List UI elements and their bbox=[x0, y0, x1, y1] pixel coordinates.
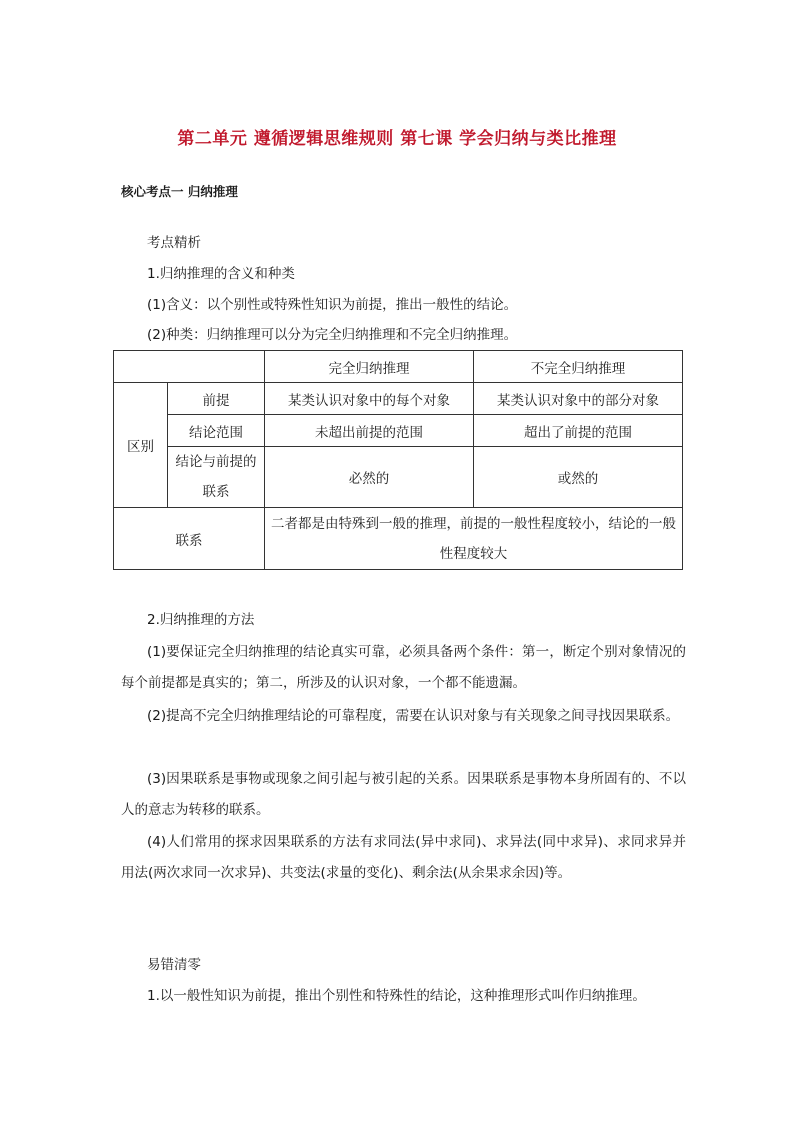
cell-incomplete: 超出了前提的范围 bbox=[474, 415, 683, 447]
cell-complete: 未超出前提的范围 bbox=[265, 415, 474, 447]
table-header-row bbox=[114, 351, 683, 383]
row-label: 结论范围 bbox=[168, 415, 265, 447]
point1-heading: 1.归纳推理的含义和种类 bbox=[147, 266, 295, 282]
method-item-3: (3)因果联系是事物或现象之间引起与被引起的关系。因果联系是事物本身所固有的、不以人的意志为转移的联系。 bbox=[121, 771, 686, 818]
table-corner-cell bbox=[114, 351, 265, 383]
section-heading: 核心考点一 归纳推理 bbox=[121, 184, 238, 199]
method-item-2: (2)提高不完全归纳推理结论的可靠程度，需要在认识对象与有关现象之间寻找因果联系。 bbox=[147, 708, 680, 724]
point1-types: (2)种类：归纳推理可以分为完全归纳推理和不完全归纳推理。 bbox=[147, 327, 518, 343]
table-row bbox=[114, 447, 683, 508]
errors-heading: 易错清零 bbox=[147, 957, 201, 973]
cell-complete: 必然的 bbox=[265, 447, 474, 508]
error-item-1: 1.以一般性知识为前提，推出个别性和特殊性的结论，这种推理形式叫作归纳推理。 bbox=[147, 988, 646, 1004]
point2-heading: 2.归纳推理的方法 bbox=[147, 612, 255, 628]
table-row bbox=[114, 415, 683, 447]
row-label: 结论与前提的联系 bbox=[168, 447, 265, 508]
method-item-1: (1)要保证完全归纳推理的结论真实可靠，必须具备两个条件：第一，断定个别对象情况的每个前提都是真实的；第二，所涉及的认识对象，一个都不能遗漏。 bbox=[121, 644, 686, 691]
link-label: 联系 bbox=[114, 508, 265, 570]
cell-complete: 某类认识对象中的每个对象 bbox=[265, 383, 474, 415]
row-label: 前提 bbox=[168, 383, 265, 415]
page-title: 第二单元 遵循逻辑思维规则 第七课 学会归纳与类比推理 bbox=[177, 129, 617, 149]
point1-meaning: (1)含义：以个别性或特殊性知识为前提，推出一般性的结论。 bbox=[147, 297, 518, 313]
method-item-4: (4)人们常用的探求因果联系的方法有求同法(异中求同)、求异法(同中求异)、求同求异并用法(两次求同一次求异)、共变法(求量的变化)、剩余法(从余果求余因)等。 bbox=[121, 834, 686, 881]
cell-incomplete: 或然的 bbox=[474, 447, 683, 508]
group-label-diff: 区别 bbox=[114, 383, 168, 508]
cell-incomplete: 某类认识对象中的部分对象 bbox=[474, 383, 683, 415]
header-complete: 完全归纳推理 bbox=[265, 351, 474, 383]
comparison-table bbox=[113, 350, 683, 570]
table-row bbox=[114, 383, 683, 415]
table-link-row bbox=[114, 508, 683, 570]
link-text: 二者都是由特殊到一般的推理，前提的一般性程度较小，结论的一般性程度较大 bbox=[265, 508, 683, 570]
header-incomplete: 不完全归纳推理 bbox=[474, 351, 683, 383]
sub-heading: 考点精析 bbox=[147, 235, 201, 251]
